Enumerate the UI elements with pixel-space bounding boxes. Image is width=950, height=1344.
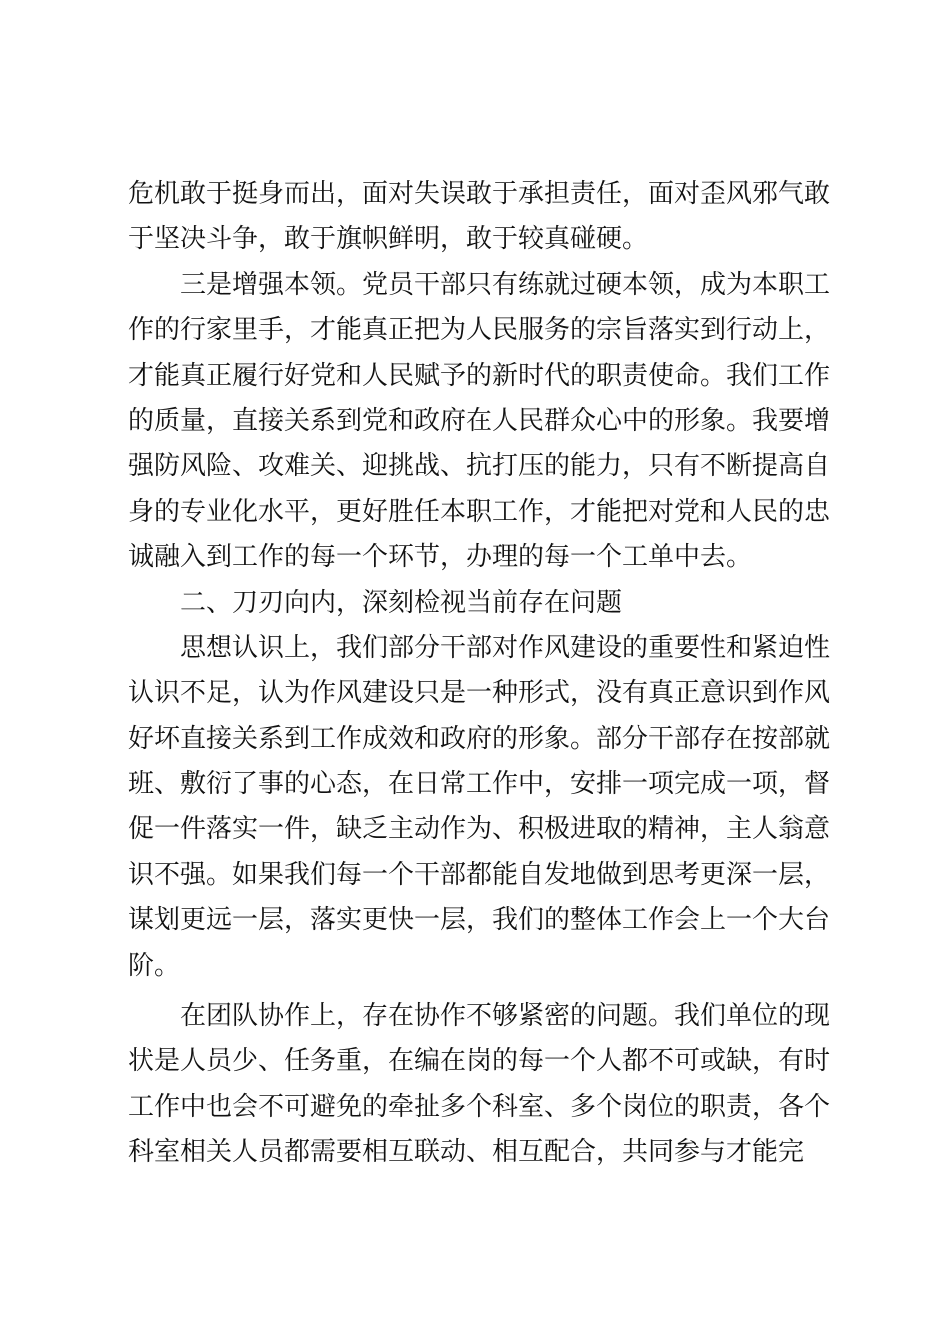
text-line: 阶。 — [128, 950, 181, 981]
paragraph-start-line: 三是增强本领。党员干部只有练就过硬本领，成为本职工 — [180, 269, 831, 300]
text-line: 才能真正履行好党和人民赋予的新时代的职责使命。我们工作 — [128, 360, 831, 391]
text-line: 班、敷衍了事的心态，在日常工作中，安排一项完成一项，督 — [128, 769, 831, 800]
text-line: 诚融入到工作的每一个环节，办理的每一个工单中去。 — [128, 542, 753, 573]
text-line: 身的专业化水平，更好胜任本职工作，才能把对党和人民的忠 — [128, 496, 831, 527]
paragraph-start-line: 在团队协作上，存在协作不够紧密的问题。我们单位的现 — [180, 1001, 831, 1032]
text-line: 强防风险、攻难关、迎挑战、抗打压的能力，只有不断提高自 — [128, 451, 831, 482]
body-text — [128, 172, 831, 1176]
text-line: 识不强。如果我们每一个干部都能自发地做到思考更深一层， — [128, 859, 831, 890]
text-line: 于坚决斗争，敢于旗帜鲜明，敢于较真碰硬。 — [128, 224, 649, 255]
text-line: 谋划更远一层，落实更快一层，我们的整体工作会上一个大台 — [128, 905, 831, 936]
text-line: 工作中也会不可避免的牵扯多个科室、多个岗位的职责，各个 — [128, 1091, 831, 1122]
text-line: 作的行家里手，才能真正把为人民服务的宗旨落实到行动上， — [128, 315, 831, 346]
section-heading: 二、刀刃向内，深刻检视当前存在问题 — [180, 587, 623, 618]
text-line: 认识不足，认为作风建设只是一种形式，没有真正意识到作风 — [128, 678, 831, 709]
text-line: 科室相关人员都需要相互联动、相互配合，共同参与才能完 — [128, 1137, 805, 1168]
paragraph-start-line: 思想认识上，我们部分干部对作风建设的重要性和紧迫性 — [180, 632, 831, 663]
text-line: 促一件落实一件，缺乏主动作为、积极进取的精神，主人翁意 — [128, 814, 831, 845]
text-line: 状是人员少、任务重，在编在岗的每一个人都不可或缺，有时 — [128, 1046, 831, 1077]
text-line: 的质量，直接关系到党和政府在人民群众心中的形象。我要增 — [128, 405, 831, 436]
text-line: 危机敢于挺身而出，面对失误敢于承担责任，面对歪风邪气敢 — [128, 179, 831, 209]
text-line: 好坏直接关系到工作成效和政府的形象。部分干部存在按部就 — [128, 723, 831, 754]
